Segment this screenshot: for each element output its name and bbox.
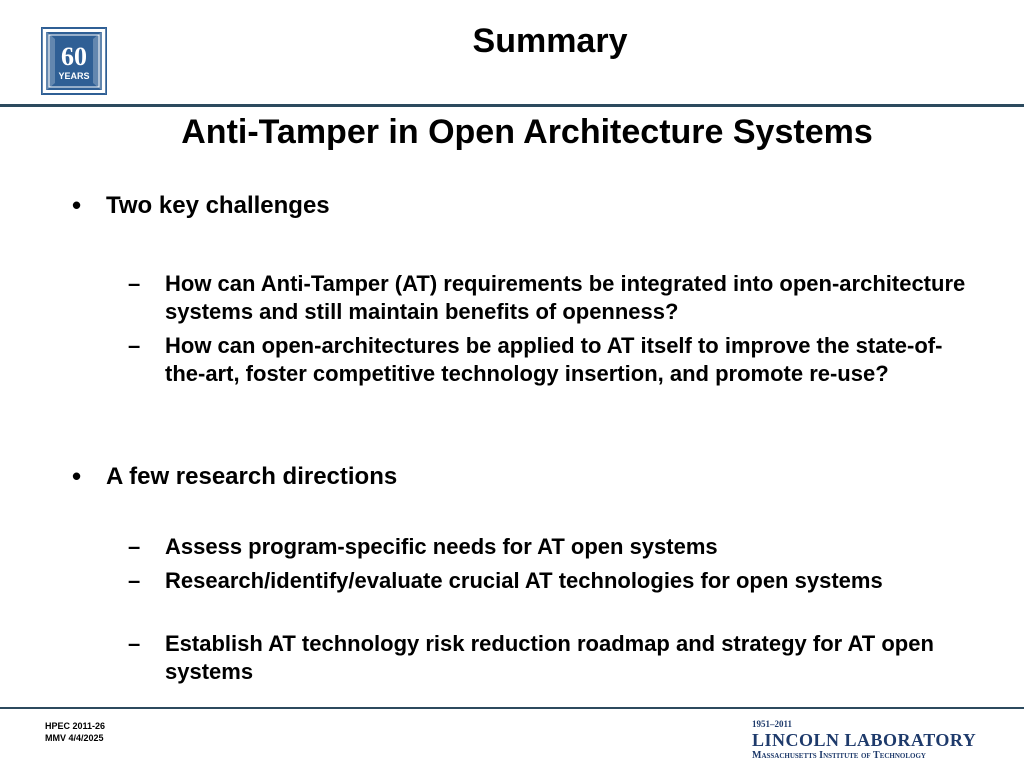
dash-marker: – [128,271,141,296]
footer-presentation-id: HPEC 2011-26 [45,721,106,731]
bullet-marker: • [72,190,82,220]
footer-years: 1951–2011 [752,719,793,729]
sub-bullet-challenge-2: How can open-architectures be applied to AT itself to improve the state-of-the-art, foster competitive technology insertion, and promote re-use? [165,333,943,386]
sub-bullet-direction-3: Establish AT technology risk reduction roadmap and strategy for AT open systems [165,631,934,684]
bullet-marker: • [72,461,82,491]
bullet-two-key-challenges: Two key challenges [106,192,330,219]
dash-marker: – [128,568,141,593]
logo-word: YEARS [58,71,90,81]
footer-author-date: MMV 4/4/2025 [45,733,104,743]
footer-info [45,720,105,744]
sub-bullet-direction-2: Research/identify/evaluate crucial AT technologies for open systems [165,568,883,593]
footer-divider [0,707,1024,709]
slide-title: Summary [472,22,628,60]
dash-marker: – [128,631,141,656]
title-divider [0,104,1024,107]
logo-number: 60 [61,42,87,71]
bullet-research-directions: A few research directions [106,463,398,490]
footer-institute: Massachusetts Institute of Technology [752,750,926,761]
footer-lab-name: LINCOLN LABORATORY [752,730,977,750]
dash-marker: – [128,534,141,559]
slide-subtitle: Anti-Tamper in Open Architecture Systems [181,113,873,151]
sub-bullet-challenge-1: How can Anti-Tamper (AT) requirements be integrated into open-architecture systems and still maintain benefits of openness? [165,271,966,324]
sub-bullet-direction-1: Assess program-specific needs for AT open systems [165,534,718,559]
lincoln-laboratory-wordmark [752,719,977,762]
dash-marker: – [128,333,141,358]
